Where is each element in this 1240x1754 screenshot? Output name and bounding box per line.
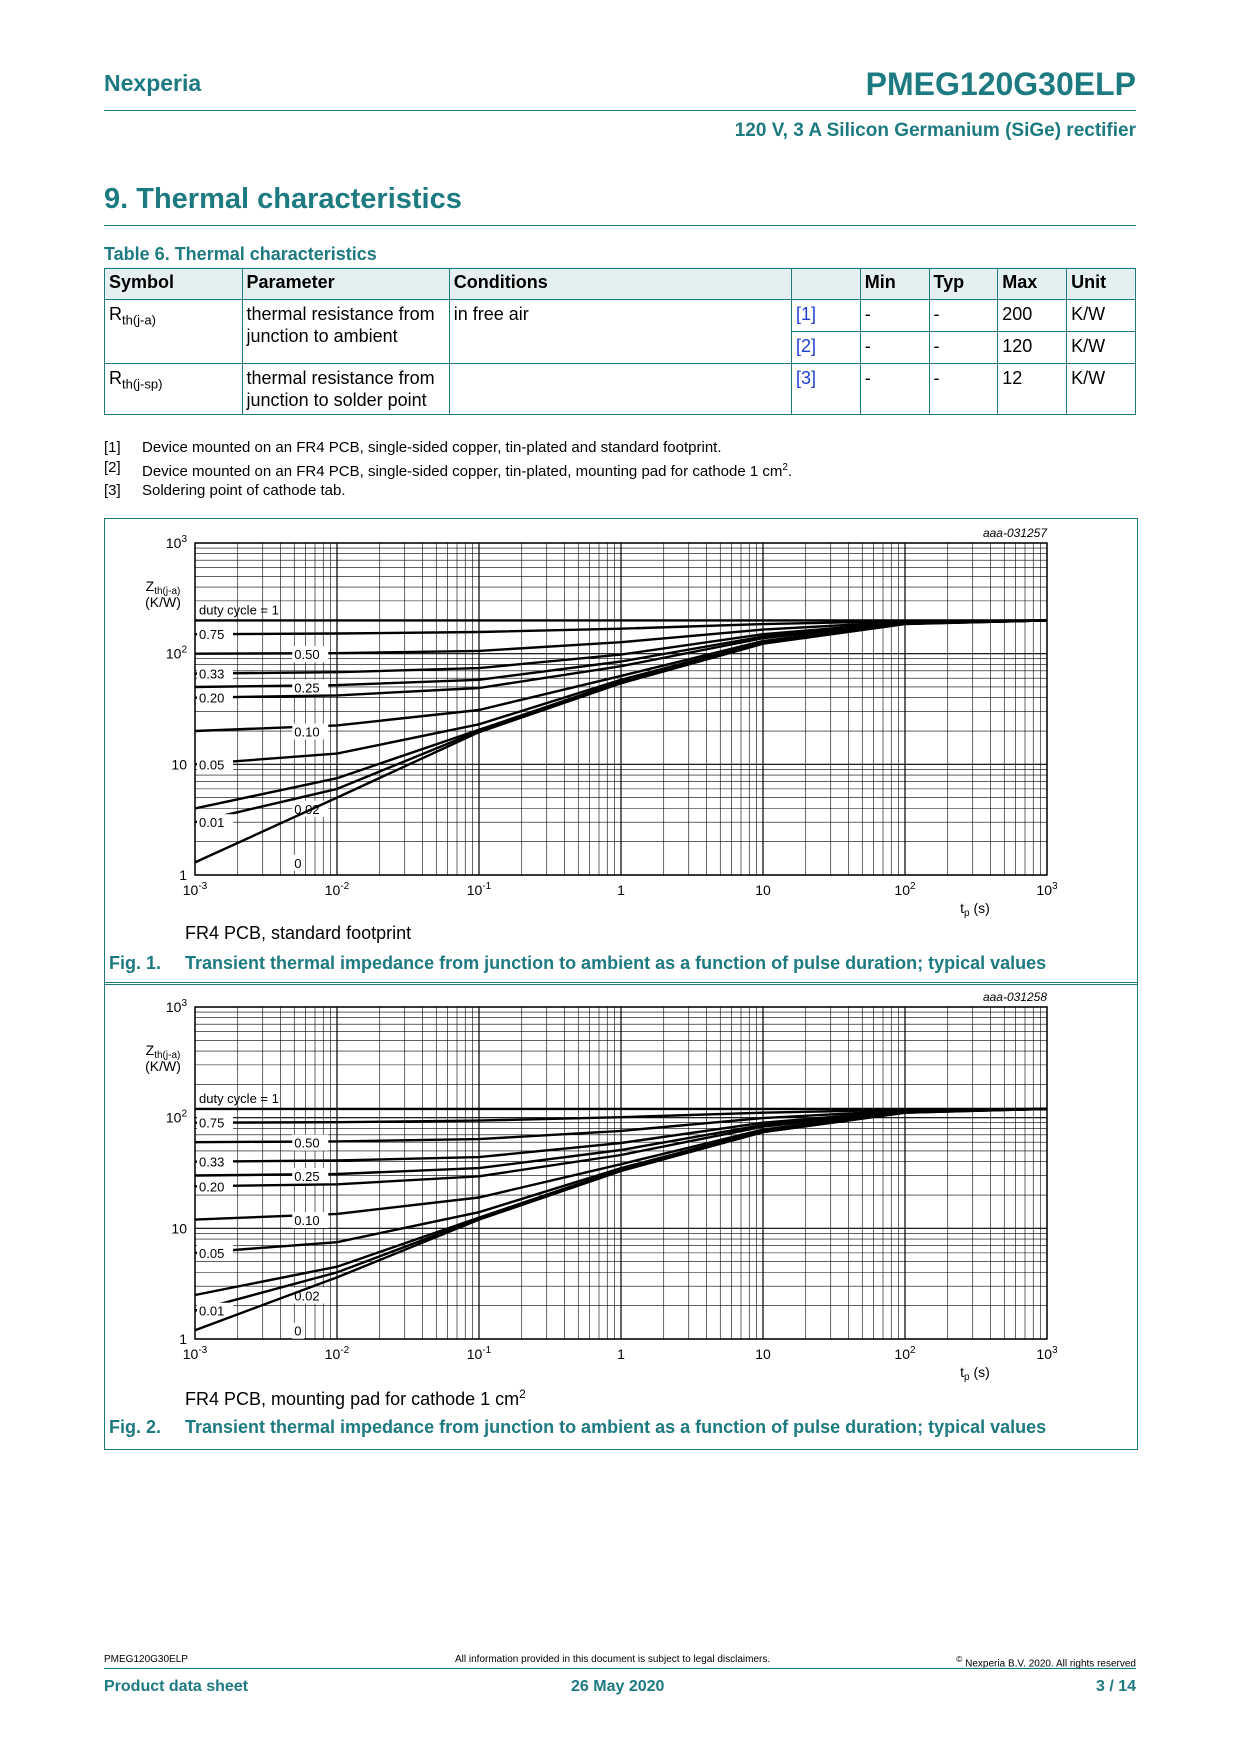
series-label: 0.75 [199,1115,225,1131]
series-label: 0.01 [199,815,225,831]
y-axis-label: $Z_{th(j-a)}$ [145,578,181,597]
copyright-symbol: © [956,1654,963,1664]
typ-cell: - [929,332,998,364]
note-ref-cell [792,332,861,364]
note-tail: . [787,462,793,480]
symbol-main: R [109,304,122,324]
x-tick-label: 1 [617,1346,625,1362]
x-tick-label: 1 [617,882,625,898]
thermal-table [104,268,1136,415]
symbol-sub: th(j-sp) [122,376,163,392]
figure-code: aaa-031258 [982,990,1047,1004]
footer-disclaimer: All information provided in this document is subject to legal disclaimers. [455,1654,771,1665]
figure-code: aaa-031257 [982,526,1047,540]
x-tick-label: $10^2$ [894,881,916,898]
series-label: duty cycle = 1 [199,602,279,618]
x-tick-label: $10^{-2}$ [324,1345,350,1362]
series-label: 0.05 [199,757,225,773]
max-cell: 200 [998,300,1067,332]
footer-doc-id: PMEG120G30ELP [104,1654,188,1665]
y-tick-label: 1 [179,1331,187,1347]
note-item [104,481,792,501]
y-tick-label: $10^2$ [165,644,187,662]
series-label: 0.33 [199,666,225,682]
figure-caption-text: Transient thermal impedance from junction to ambient as a function of pulse duration; typical values [185,1417,1047,1437]
table-row [105,364,1136,415]
note-sup: 2 [782,461,788,473]
conditions-cell: in free air [449,300,791,364]
figure-note-text: FR4 PCB, mounting pad for cathode 1 cm [185,1389,520,1409]
y-axis-unit: (K/W) [145,594,181,610]
footer-page-number: 3 / 14 [1095,1678,1136,1695]
x-axis-label: $t_p$ (s) [960,900,990,919]
section-divider [104,225,1136,226]
figure-2 [104,982,1138,1450]
figure-caption-text: Transient thermal impedance from junction to ambient as a function of pulse duration; typical values [185,953,1047,973]
series-label: 0.50 [294,647,320,663]
x-tick-label: $10^2$ [894,1345,916,1362]
col-header: Conditions [449,269,791,300]
conditions-cell [449,364,791,415]
chart-fig2 [105,983,1137,1393]
figure-note [185,1387,526,1410]
x-tick-label: $10^3$ [1036,881,1058,898]
footer-doc-type: Product data sheet [104,1678,249,1695]
series-label: duty cycle = 1 [199,1090,279,1106]
unit-cell: K/W [1067,300,1136,332]
note-number: [3] [104,482,121,499]
figure-label: Fig. 1. [109,953,162,973]
y-tick-label: $10^3$ [165,998,187,1015]
series-label: 0 [294,1323,302,1339]
section-title: 9. Thermal characteristics [104,183,462,215]
x-tick-label: $10^{-1}$ [466,1345,492,1362]
chart-fig1 [105,519,1137,929]
table-caption: Table 6. Thermal characteristics [104,244,377,264]
unit-cell: K/W [1067,332,1136,364]
typ-cell: - [929,300,998,332]
unit-cell: K/W [1067,364,1136,415]
note-ref-link[interactable]: [3] [796,368,817,388]
symbol-cell [105,300,243,364]
series-label: 0.25 [294,1169,320,1185]
brand-name: Nexperia [104,70,202,96]
min-cell: - [860,364,929,415]
figure-1 [104,518,1138,985]
series-label: 0.20 [199,1179,225,1195]
parameter-cell: thermal resistance from junction to ambient [242,300,449,364]
min-cell: - [860,300,929,332]
symbol-sub: th(j-a) [122,312,156,328]
note-item [104,438,792,458]
product-subtitle: 120 V, 3 A Silicon Germanium (SiGe) rectifier [734,120,1136,141]
max-cell: 120 [998,332,1067,364]
x-tick-label: $10^{-2}$ [324,881,350,898]
grid [195,543,1047,875]
y-tick-label: 10 [171,1220,187,1237]
series-label: 0.25 [294,680,320,696]
note-text: Device mounted on an FR4 PCB, single-sided copper, tin-plated, mounting pad for cathode 1 cm [142,462,783,480]
x-tick-label: 10 [755,1346,771,1362]
figure-label: Fig. 2. [109,1417,162,1437]
note-ref-link[interactable]: [1] [796,304,817,324]
table-notes [104,438,792,501]
note-text: Device mounted on an FR4 PCB, single-sided copper, tin-plated and standard footprint. [142,439,722,456]
x-tick-label: $10^3$ [1036,1345,1058,1362]
col-header: Typ [929,269,998,300]
series-label: 0.01 [199,1303,225,1319]
col-header: Max [998,269,1067,300]
series-label: 0.50 [294,1135,320,1151]
table-row [105,300,1136,332]
note-ref-cell [792,300,861,332]
max-cell: 12 [998,364,1067,415]
series-label: 0.75 [199,627,225,643]
figure-note-sup: 2 [519,1387,526,1401]
typ-cell: - [929,364,998,415]
series-label: 0.33 [199,1154,225,1170]
series-label: 0.20 [199,690,225,706]
symbol-cell [105,364,243,415]
footer-date: 26 May 2020 [571,1678,665,1695]
copyright-text: Nexperia B.V. 2020. All rights reserved [962,1658,1136,1670]
x-tick-label: $10^{-3}$ [182,1345,208,1362]
col-header: Min [860,269,929,300]
min-cell: - [860,332,929,364]
y-tick-label: 1 [179,867,187,883]
x-tick-label: $10^{-3}$ [182,881,208,898]
note-ref-cell [792,364,861,415]
y-tick-label: $10^2$ [165,1108,187,1126]
col-header: Symbol [105,269,243,300]
x-tick-label: $10^{-1}$ [466,881,492,898]
col-header: Parameter [242,269,449,300]
col-header [792,269,861,300]
series-label: 0 [294,855,302,871]
y-tick-label: $10^3$ [165,534,187,551]
figure-note: FR4 PCB, standard footprint [185,923,412,943]
series-label: 0.10 [294,1213,320,1229]
series-label: 0.05 [199,1245,225,1261]
figure-caption [109,953,1046,974]
y-axis-label: $Z_{th(j-a)}$ [145,1042,181,1061]
col-header: Unit [1067,269,1136,300]
y-axis-unit: (K/W) [145,1058,181,1074]
product-title: PMEG120G30ELP [865,66,1136,102]
series-label: 0.10 [294,724,320,740]
x-axis-label: $t_p$ (s) [960,1364,990,1383]
footer-divider [104,1668,1136,1669]
series-label: 0.02 [294,1288,320,1304]
x-tick-label: 10 [755,882,771,898]
note-number: [2] [104,458,121,476]
figure-caption [109,1417,1046,1438]
note-ref-link[interactable]: [2] [796,336,817,356]
symbol-main: R [109,368,122,388]
table-header-row [105,269,1136,300]
note-item [104,458,792,482]
parameter-cell: thermal resistance from junction to solder point [242,364,449,415]
series-label: 0.02 [294,801,320,817]
note-number: [1] [104,439,121,456]
header-divider [104,110,1136,111]
note-text: Soldering point of cathode tab. [142,482,346,499]
y-tick-label: 10 [171,756,187,773]
